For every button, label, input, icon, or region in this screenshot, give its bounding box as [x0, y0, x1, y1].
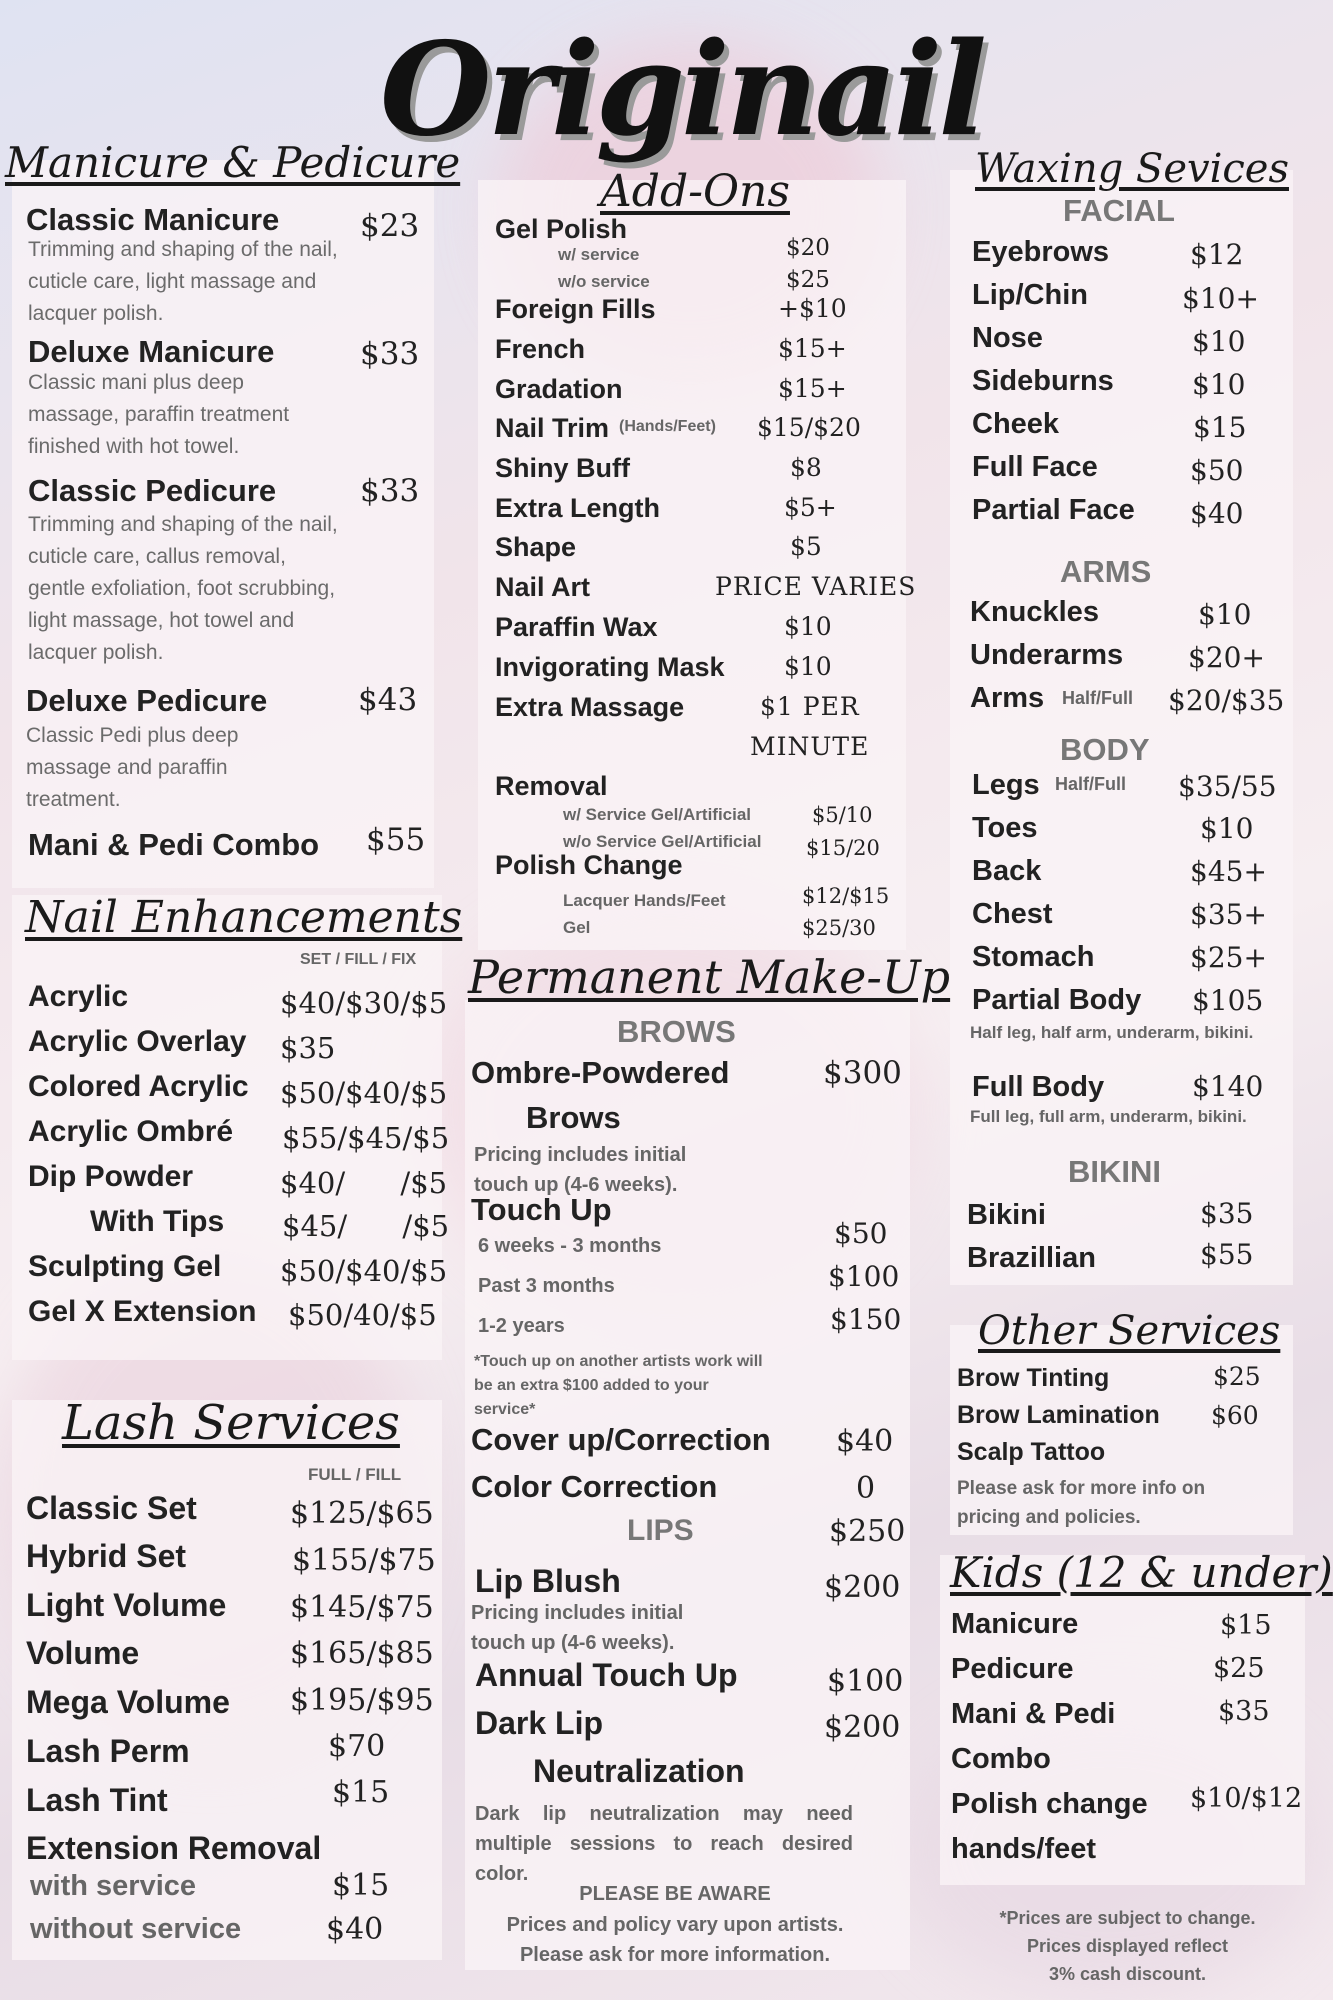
item-price: $200 — [824, 1570, 901, 1605]
item-price: $43 — [358, 682, 418, 718]
item-name: Knuckles — [970, 596, 1099, 628]
item-price: $150 — [830, 1303, 902, 1336]
item-price: $35/55 — [1178, 770, 1277, 803]
item-name: Sideburns — [972, 365, 1114, 397]
item-price: $20/$35 — [1168, 684, 1285, 717]
item-note: Half/Full — [1055, 774, 1126, 794]
item-name: Chest — [972, 898, 1053, 930]
item-desc: Trimming and shaping of the nail, cuticle care, callus removal, gentle exfoliation, foot scrubbing, light massage, hot towel and lacquer polish. — [28, 513, 338, 664]
note: Pricing includes initial touch up (4-6 weeks). — [471, 1602, 684, 1654]
item-name: Eyebrows — [972, 236, 1109, 268]
option-label: 1-2 years — [478, 1315, 565, 1337]
item-name: Acrylic Ombré — [28, 1115, 234, 1148]
item-price: $25/30 — [802, 916, 876, 940]
item-price: $50/40/$5 — [288, 1298, 437, 1332]
item-name: Partial Body — [972, 984, 1142, 1016]
item-price: $10+ — [1182, 282, 1259, 315]
subhead: FACIAL — [1063, 193, 1175, 228]
item-price: $12 — [1190, 238, 1244, 271]
item-name: Foreign Fills — [495, 294, 656, 324]
item-price: $35 — [1200, 1197, 1254, 1230]
item-price: $70 — [328, 1729, 386, 1764]
item-desc: Classic Pedi plus deep massage and paraffin treatment. — [26, 724, 239, 811]
item-price: $15 — [1220, 1610, 1272, 1641]
item-price: $15+ — [778, 374, 847, 403]
item-name: Scalp Tattoo — [957, 1438, 1106, 1466]
item-price: $250 — [829, 1514, 906, 1549]
item-name: Legs — [972, 769, 1040, 801]
option-label: w/ Service Gel/Artificial — [563, 805, 752, 824]
item-name: Gel X Extension — [28, 1295, 257, 1328]
footer-line: 3% cash discount. — [1048, 1964, 1207, 1984]
columns-label: SET / FILL / FIX — [300, 951, 417, 968]
item-price: $23 — [360, 208, 420, 244]
item-name: Ombre-Powdered — [471, 1055, 730, 1090]
item-name: Manicure — [951, 1608, 1079, 1640]
item-price: $100 — [827, 1664, 904, 1699]
item-name: Brow Lamination — [957, 1401, 1160, 1429]
item-price: $40/$30/$5 — [280, 986, 448, 1020]
item-name: Touch Up — [471, 1192, 612, 1227]
columns-label: FULL / FILL — [308, 1465, 402, 1484]
item-name: Deluxe Manicure — [28, 334, 275, 369]
item-name: Invigorating Mask — [495, 652, 725, 682]
item-name: Full Body — [972, 1071, 1105, 1103]
item-name: Nail Trim — [495, 413, 610, 443]
item-price-cont: MINUTE — [750, 732, 870, 761]
item-price: $40 — [836, 1424, 894, 1459]
item-name: Toes — [972, 812, 1038, 844]
item-desc: Classic mani plus deep massage, paraffin treatment finished with hot towel. — [28, 371, 290, 458]
item-name: Polish Change — [495, 850, 683, 880]
item-desc: Trimming and shaping of the nail, cuticle care, light massage and lacquer polish. — [28, 238, 338, 325]
item-price: $45/ /$5 — [282, 1209, 450, 1243]
page-title: Originail — [380, 15, 983, 165]
item-price: $35+ — [1190, 898, 1267, 931]
item-name: Brow Tinting — [957, 1364, 1110, 1392]
item-price: $45+ — [1190, 855, 1267, 888]
item-name: Lash Perm — [26, 1733, 190, 1769]
kids-heading: Kids (12 & under) — [950, 1548, 1333, 1597]
item-price: $20+ — [1188, 641, 1265, 674]
option-label: 6 weeks - 3 months — [478, 1235, 662, 1257]
item-price: $55/$45/$5 — [282, 1121, 450, 1155]
note: Please ask for more info on pricing and policies. — [957, 1478, 1206, 1528]
item-name: Bikini — [967, 1199, 1046, 1231]
item-note: Half/Full — [1062, 688, 1133, 708]
item-name: Gel Polish — [495, 214, 628, 244]
item-price: $300 — [823, 1055, 902, 1091]
item-name: Classic Manicure — [26, 202, 280, 237]
item-price: $5/10 — [812, 803, 873, 827]
item-name: Pedicure — [951, 1653, 1074, 1685]
subhead: LIPS — [627, 1514, 694, 1547]
item-price: $40/ /$5 — [280, 1166, 448, 1200]
item-price: $10 — [1198, 598, 1252, 631]
item-price: $140 — [1192, 1070, 1264, 1103]
item-price: $200 — [824, 1710, 901, 1745]
item-price: $165/$85 — [290, 1636, 434, 1671]
item-price: $10 — [1192, 325, 1246, 358]
item-name: Mega Volume — [26, 1684, 230, 1720]
option-label: Past 3 months — [478, 1275, 615, 1297]
item-price: $10 — [1200, 812, 1254, 845]
item-name: Cheek — [972, 408, 1060, 440]
item-name: Mani & Pedi — [951, 1698, 1116, 1730]
item-price: $40 — [326, 1912, 384, 1947]
item-name: Dip Powder — [28, 1160, 194, 1193]
item-price: $33 — [360, 336, 420, 372]
item-name: Cover up/Correction — [471, 1422, 771, 1457]
item-name: Nose — [972, 322, 1043, 354]
item-name: Arms — [970, 682, 1045, 714]
item-name: Dark Lip — [475, 1705, 604, 1741]
item-name: Classic Pedicure — [28, 473, 277, 508]
item-price: $155/$75 — [292, 1543, 436, 1578]
item-price: $15 — [332, 1868, 390, 1903]
item-price: $10/$12 — [1190, 1783, 1303, 1814]
item-price: $35 — [1218, 1696, 1270, 1727]
enhancements-heading: Nail Enhancements — [25, 892, 463, 943]
item-name: Stomach — [972, 941, 1095, 973]
item-price: $195/$95 — [290, 1683, 434, 1718]
item-price: $50 — [834, 1217, 888, 1250]
item-name: Colored Acrylic — [28, 1070, 249, 1103]
item-name: Light Volume — [26, 1587, 227, 1623]
item-name: Partial Face — [972, 494, 1135, 526]
item-price: $125/$65 — [290, 1496, 434, 1531]
option-label: Gel — [563, 918, 591, 937]
item-price: +$10 — [778, 294, 847, 323]
option-label: w/ service — [558, 245, 640, 264]
item-price: $15 — [332, 1775, 390, 1810]
other-heading: Other Services — [978, 1308, 1281, 1354]
item-price: $145/$75 — [290, 1590, 434, 1625]
item-price: $10 — [1192, 368, 1246, 401]
item-price: $40 — [1190, 497, 1244, 530]
option-label: Lacquer Hands/Feet — [563, 891, 726, 910]
note: Dark lip neutralization may need multiple sessions to reach desired color. — [475, 1803, 853, 1885]
manicure-heading: Manicure & Pedicure — [5, 138, 461, 187]
subhead: BIKINI — [1068, 1154, 1161, 1189]
item-price: $100 — [828, 1260, 900, 1293]
item-price: $33 — [360, 473, 420, 509]
item-price: $1 PER — [760, 692, 860, 721]
subhead: ARMS — [1060, 554, 1152, 589]
item-name: Hybrid Set — [26, 1538, 187, 1574]
item-price: $25+ — [1190, 941, 1267, 974]
item-price: $50/$40/$5 — [280, 1254, 448, 1288]
item-price: $10 — [784, 652, 832, 681]
item-price: $8 — [790, 453, 822, 482]
item-name: Underarms — [970, 639, 1124, 671]
footer-line: Prices displayed reflect — [1026, 1936, 1229, 1956]
item-price: $5 — [790, 532, 822, 561]
item-name: Paraffin Wax — [495, 612, 658, 642]
item-price: $25 — [786, 267, 830, 293]
item-name: Annual Touch Up — [475, 1657, 738, 1693]
aware-title: PLEASE BE AWARE — [579, 1883, 771, 1905]
note: Pricing includes initial touch up (4-6 weeks). — [474, 1144, 687, 1196]
item-name: Volume — [26, 1635, 140, 1671]
item-note: (Hands/Feet) — [619, 418, 716, 435]
option-label: w/o service — [558, 272, 650, 291]
item-price: $55 — [366, 822, 426, 858]
item-name: Brows — [526, 1100, 621, 1135]
removal-option: without service — [30, 1913, 242, 1945]
option-label: w/o Service Gel/Artificial — [563, 832, 762, 851]
item-name: Lip Blush — [475, 1563, 621, 1599]
item-name: Extra Massage — [495, 692, 685, 722]
item-price: $15+ — [778, 334, 847, 363]
item-price: $55 — [1200, 1238, 1254, 1271]
item-price: 0 — [856, 1471, 876, 1506]
subhead: BODY — [1060, 732, 1150, 767]
item-price: PRICE VARIES — [715, 572, 917, 601]
item-name: Neutralization — [533, 1753, 745, 1789]
item-name: Extra Length — [495, 493, 661, 523]
item-price: $105 — [1192, 984, 1264, 1017]
pmu-heading: Permanent Make-Up — [468, 950, 951, 1004]
item-name: Acrylic — [28, 980, 129, 1013]
item-price: $50/$40/$5 — [280, 1076, 448, 1110]
item-name: Polish change — [951, 1788, 1148, 1820]
item-price: $15/20 — [806, 836, 880, 860]
item-price: $60 — [1211, 1401, 1259, 1430]
lash-heading: Lash Services — [62, 1395, 400, 1451]
aware-line: Prices and policy vary upon artists. — [506, 1914, 844, 1936]
subhead: BROWS — [617, 1014, 736, 1049]
item-name: Brazillian — [967, 1242, 1096, 1274]
item-name: Lash Tint — [26, 1782, 168, 1818]
item-name: Deluxe Pedicure — [26, 683, 268, 718]
waxing-heading: Waxing Sevices — [975, 146, 1289, 192]
item-price: $12/$15 — [802, 884, 890, 908]
note: Full leg, full arm, underarm, bikini. — [970, 1107, 1247, 1126]
item-name: Classic Set — [26, 1490, 197, 1526]
item-name: Extension Removal — [26, 1830, 322, 1866]
item-name: Sculpting Gel — [28, 1250, 222, 1283]
item-name: Combo — [951, 1743, 1051, 1775]
item-name: Full Face — [972, 451, 1098, 483]
item-price: $25 — [1213, 1653, 1265, 1684]
item-name: Shape — [495, 532, 577, 562]
item-name: With Tips — [90, 1205, 225, 1238]
item-price: $5+ — [784, 493, 837, 522]
item-price: $20 — [786, 235, 830, 261]
item-price: $15 — [1193, 411, 1247, 444]
addons-heading: Add-Ons — [600, 166, 790, 217]
item-name: Removal — [495, 771, 608, 801]
item-name: Mani & Pedi Combo — [28, 827, 320, 862]
item-name: Back — [972, 855, 1042, 887]
footer-line: *Prices are subject to change. — [999, 1908, 1256, 1928]
note: Half leg, half arm, underarm, bikini. — [970, 1023, 1254, 1042]
item-price: $35 — [280, 1031, 336, 1065]
item-name: Nail Art — [495, 572, 591, 602]
item-name: Lip/Chin — [972, 279, 1088, 311]
item-price: $25 — [1213, 1362, 1261, 1391]
item-price: $10 — [784, 612, 832, 641]
item-name: French — [495, 334, 586, 364]
note: *Touch up on another artists work will be an extra $100 added to your service* — [474, 1353, 763, 1418]
item-name: hands/feet — [951, 1833, 1097, 1865]
item-price: $50 — [1190, 454, 1244, 487]
item-name: Color Correction — [471, 1469, 718, 1504]
removal-option: with service — [30, 1870, 197, 1902]
item-name: Acrylic Overlay — [28, 1025, 247, 1058]
item-name: Gradation — [495, 374, 623, 404]
aware-line: Please ask for more information. — [519, 1944, 831, 1966]
item-name: Shiny Buff — [495, 453, 630, 483]
item-price: $15/$20 — [757, 413, 861, 442]
